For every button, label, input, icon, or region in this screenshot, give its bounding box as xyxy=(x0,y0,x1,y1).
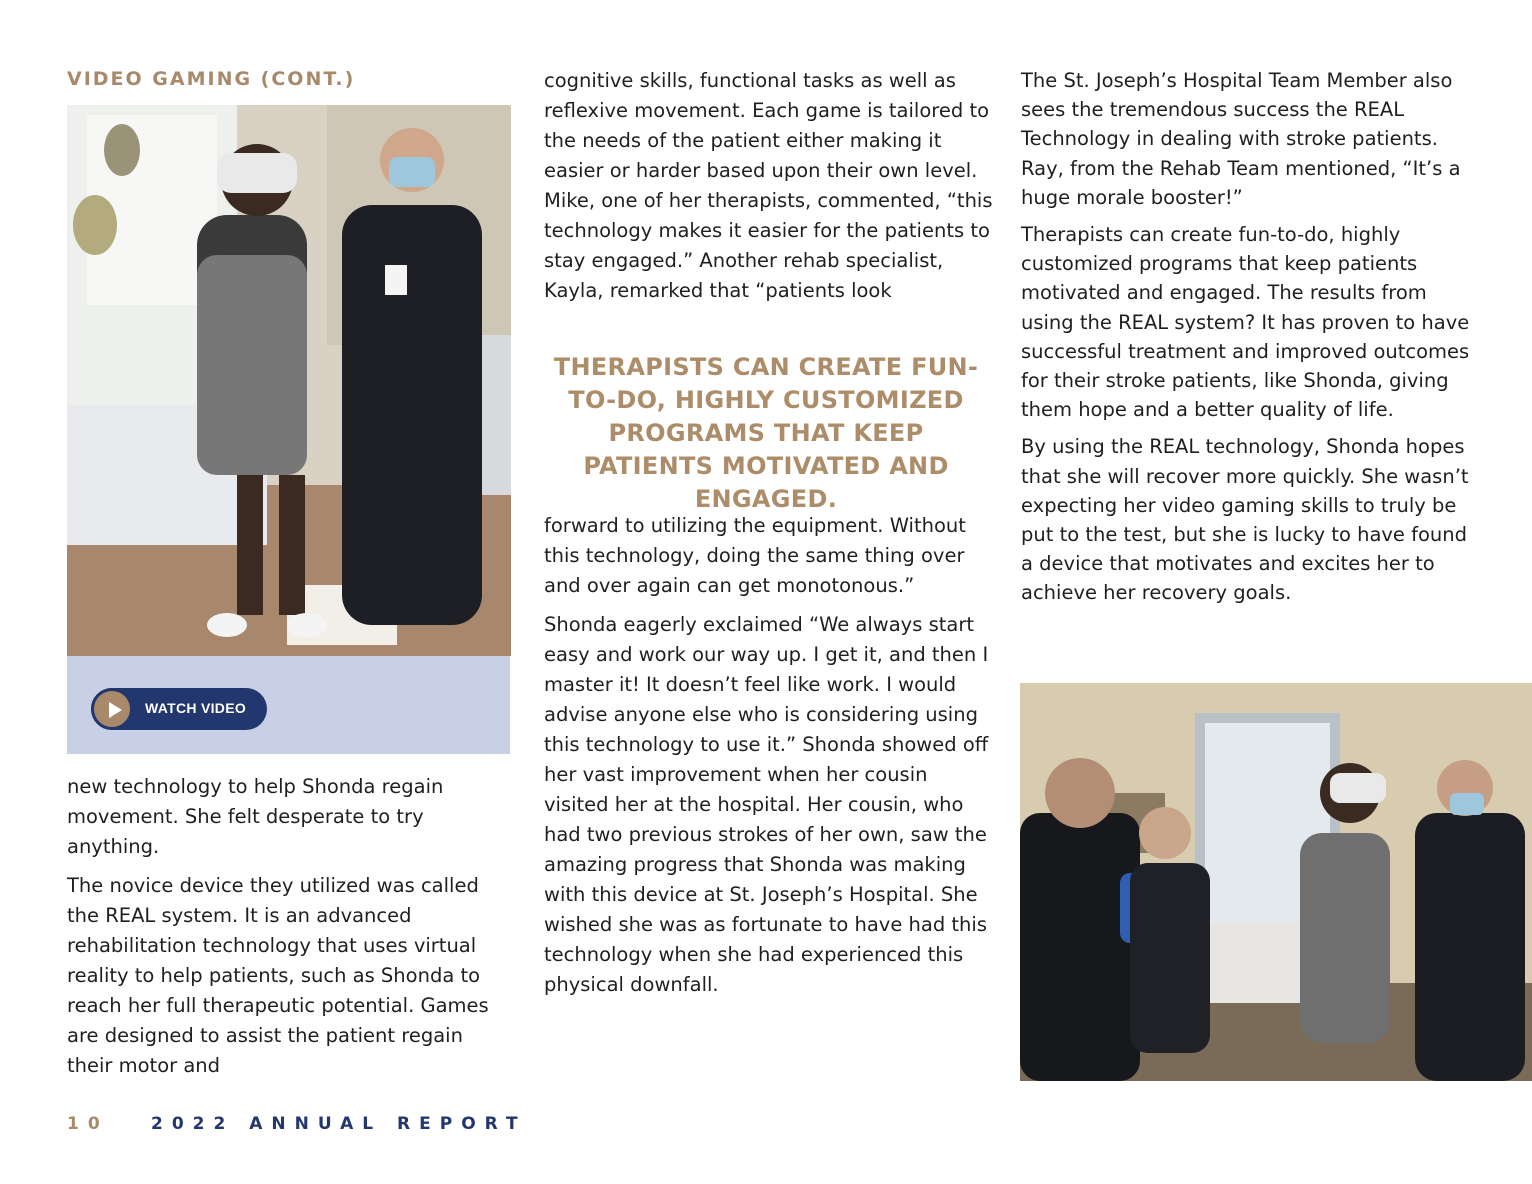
column-1-text xyxy=(67,772,507,1090)
column-3-paragraph-2: Therapists can create fun-to-do, highly customized programs that keep patients motivated and engaged. The results from using the REAL system? It has proven to have successful treatment and improved outcomes for their stroke patients, like Shonda, giving them hope and a better quality of life. xyxy=(1021,223,1470,422)
column-2-paragraph-2: forward to utilizing the equipment. Without this technology, doing the same thing over and over again can get monotonous.” xyxy=(544,514,966,597)
column-2-text-top xyxy=(544,66,994,306)
watch-video-button[interactable] xyxy=(91,688,267,730)
column-1-paragraph-2: The novice device they utilized was called the REAL system. It is an advanced rehabilitation technology that uses virtual reality to help patients, such as Shonda to reach her full therapeutic potential. Games are designed to assist the patient regain their motor and xyxy=(67,874,489,1077)
report-title: 2022 ANNUAL REPORT xyxy=(151,1114,527,1134)
column-2-paragraph-3: Shonda eagerly exclaimed “We always start easy and work our way up. I get it, and then I master it! It doesn’t feel like work. I would advise anyone else who is considering using this technology to use it.” Shonda showed off her vast improvement when her cousin visited her at the hospital. Her cousin, who had two previous strokes of her own, saw the amazing progress that Shonda was making with this device at St. Joseph’s Hospital. She wished she was as fortunate to have had this technology when she had experienced this physical downfall. xyxy=(544,613,989,996)
pull-quote: THERAPISTS CAN CREATE FUN-TO-DO, HIGHLY CUSTOMIZED PROGRAMS THAT KEEP PATIENTS MOTIVATED AND ENGAGED. xyxy=(553,353,979,513)
play-icon[interactable] xyxy=(91,688,133,730)
section-label: VIDEO GAMING (CONT.) xyxy=(67,68,356,90)
patient-vr-photo xyxy=(67,105,511,656)
watch-video-label: WATCH VIDEO xyxy=(145,700,247,716)
column-3-paragraph-1: The St. Joseph’s Hospital Team Member also sees the tremendous success the REAL Technology in dealing with stroke patients. Ray, from the Rehab Team mentioned, “It’s a huge morale booster!” xyxy=(1021,69,1461,209)
column-2-paragraph-1: cognitive skills, functional tasks as well as reflexive movement. Each game is tailored to the needs of the patient either making it easier or harder based upon their own level. Mike, one of her therapists, commented, “this technology makes it easier for the patients to stay engaged.” Another rehab specialist, Kayla, remarked that “patients look xyxy=(544,69,993,302)
page-number: 10 xyxy=(67,1114,109,1134)
column-1-paragraph-1: new technology to help Shonda regain movement. She felt desperate to try anything. xyxy=(67,775,444,858)
video-bar xyxy=(67,656,510,754)
column-2-text-bottom xyxy=(544,511,994,1009)
rehab-team-photo xyxy=(1020,683,1532,1081)
column-3-text xyxy=(1021,66,1471,616)
column-3-paragraph-3: By using the REAL technology, Shonda hopes that she will recover more quickly. She wasn’t expecting her video gaming skills to truly be put to the test, but she is lucky to have found a device that motivates and excites her to achieve her recovery goals. xyxy=(1021,435,1469,605)
